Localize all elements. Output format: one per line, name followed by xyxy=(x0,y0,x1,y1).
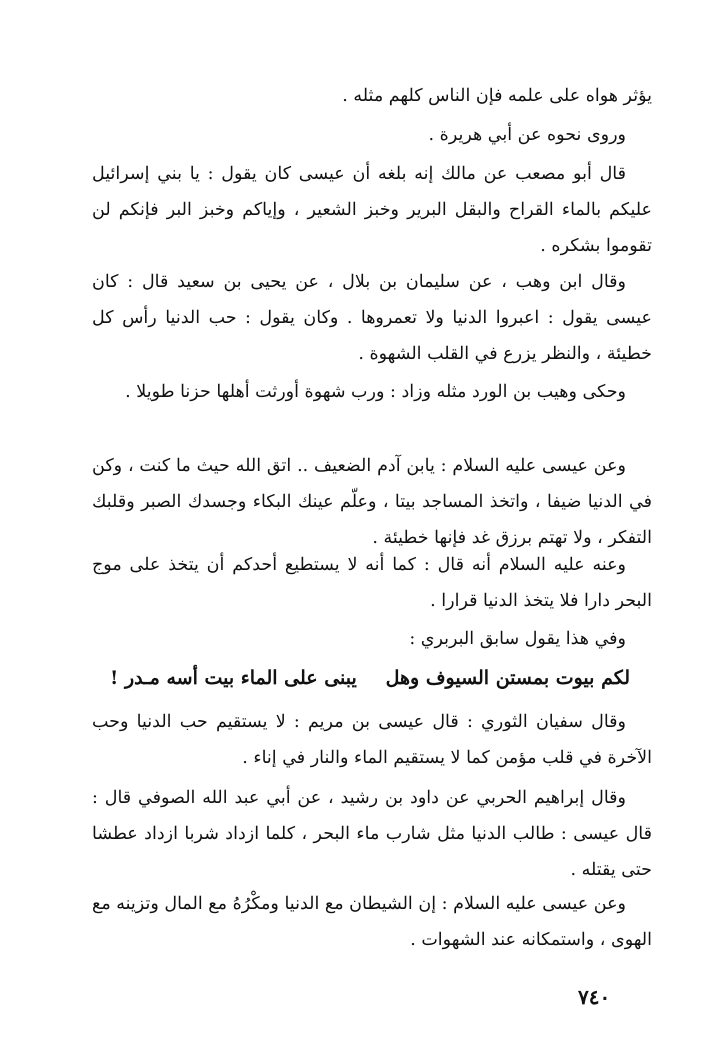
verse-first-hemistich: لكم بيوت بمستن السيوف وهل xyxy=(385,667,630,689)
paragraph-2: وروى نحوه عن أبي هريرة . xyxy=(428,125,626,145)
paragraph-8: وفي هذا يقول سابق البربري : xyxy=(409,629,626,649)
paragraph-7: وعنه عليه السلام أنه قال : كما أنه لا يستطيع أحدكم أن يتخذ على موج البحر دارا فلا يتخذ الدنيا قرارا . xyxy=(92,555,652,611)
paragraph-4: وقال ابن وهب ، عن سليمان بن بلال ، عن يحيى بن سعيد قال : كان عيسى يقول : اعبروا الدنيا ولا تعمروها . وكان يقول : حب الدنيا رأس كل خطيئة ، والنظر يزرع في القلب الشهوة . xyxy=(92,272,652,364)
paragraph-6: وعن عيسى عليه السلام : يابن آدم الضعيف .. اتق الله حيث ما كنت ، وكن في الدنيا ضيفا ، واتخذ المساجد بيتا ، وعلّم عينك البكاء وجسدك الصبر وقلبك التفكر ، ولا تهتم برزق غد فإنها خطيئة . xyxy=(92,456,652,548)
paragraph-9: وقال سفيان الثوري : قال عيسى بن مريم : لا يستقيم حب الدنيا وحب الآخرة في قلب مؤمن كما لا يستقيم الماء والنار في إناء . xyxy=(92,712,652,768)
paragraph-10: وقال إبراهيم الحربي عن داود بن رشيد ، عن أبي عبد الله الصوفي قال : قال عيسى : طالب الدنيا مثل شارب ماء البحر ، كلما ازداد شربا ازداد عطشا حتى يقتله . xyxy=(92,788,652,880)
poetry-verse xyxy=(110,660,630,696)
paragraph-3: قال أبو مصعب عن مالك إنه بلغه أن عيسى كان يقول : يا بني إسرائيل عليكم بالماء القراح والبقل البرير وخبز الشعير ، وإياكم وخبز البر فإنكم لن تقوموا بشكره . xyxy=(92,164,652,256)
paragraph-1: يؤثر هواه على علمه فإن الناس كلهم مثله . xyxy=(342,86,652,106)
paragraph-11: وعن عيسى عليه السلام : إن الشيطان مع الدنيا ومكْرُهُ مع المال وتزينه مع الهوى ، واستمكانه عند الشهوات . xyxy=(92,894,652,950)
verse-second-hemistich: يبنى على الماء بيت أسه مـدر ! xyxy=(110,667,357,689)
paragraph-5: وحكى وهيب بن الورد مثله وزاد : ورب شهوة أورثت أهلها حزنا طويلا . xyxy=(125,382,626,402)
page-number: ٧٤٠ xyxy=(578,985,611,1009)
